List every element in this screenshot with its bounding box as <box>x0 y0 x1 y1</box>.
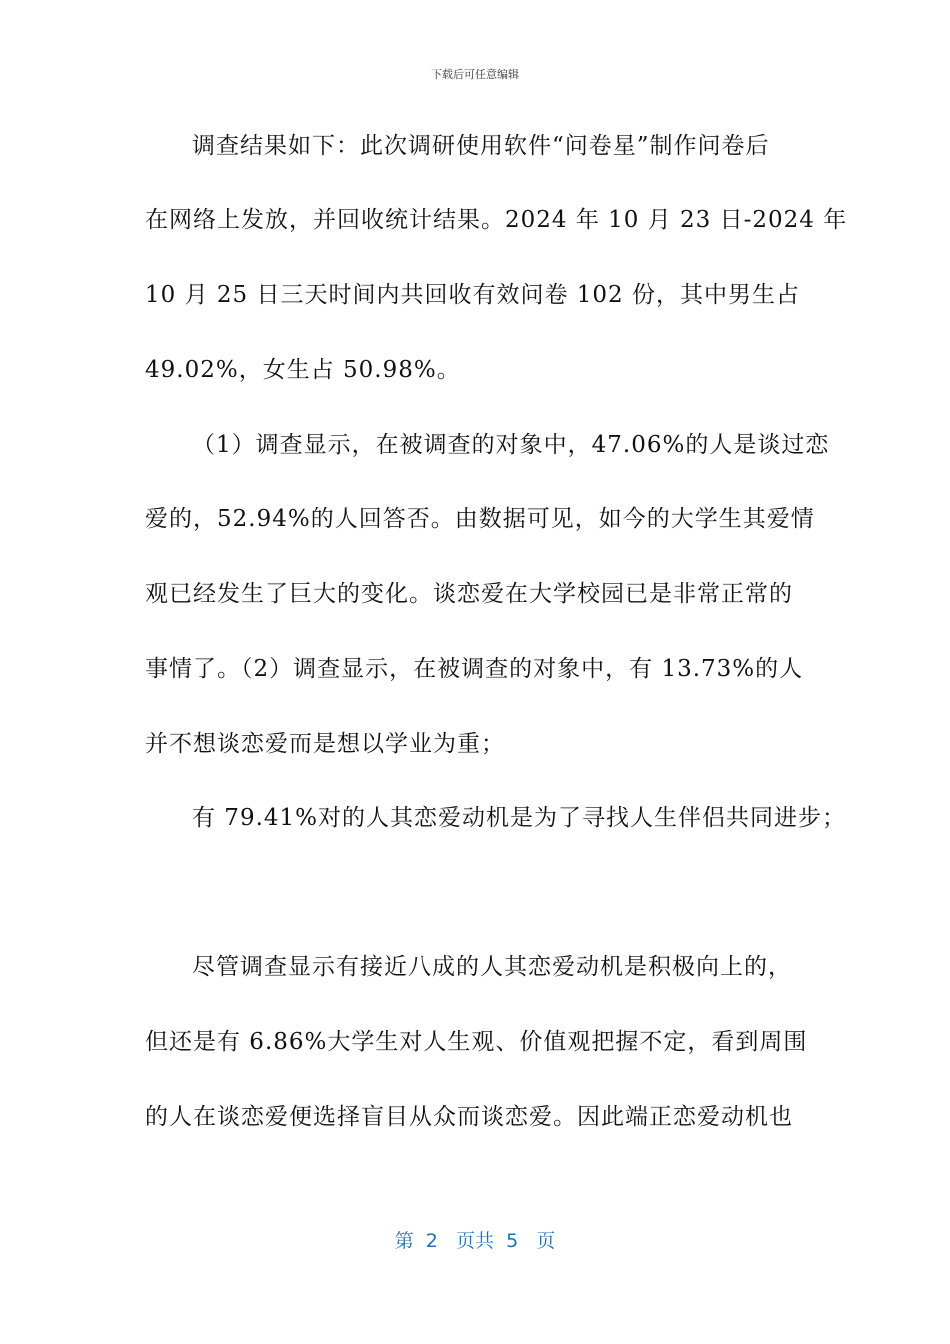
body-line: 事情了。（2）调查显示，在被调查的对象中，有 13.73%的人 <box>145 656 804 682</box>
body-line: 在网络上发放，并回收统计结果。2024 年 10 月 23 日-2024 年 <box>145 207 848 233</box>
body-line: （1）调查显示，在被调查的对象中，47.06%的人是谈过恋 <box>192 432 830 458</box>
body-line: 有 79.41%对的人其恋爱动机是为了寻找人生伴侣共同进步； <box>192 805 847 831</box>
body-line: 10 月 25 日三天时间内共回收有效问卷 102 份，其中男生占 <box>145 282 800 308</box>
body-line: 尽管调查显示有接近八成的人其恋爱动机是积极向上的， <box>192 954 792 980</box>
body-line: 爱的，52.94%的人回答否。由数据可见，如今的大学生其爱情 <box>145 506 815 532</box>
body-line: 的人在谈恋爱便选择盲目从众而谈恋爱。因此端正恋爱动机也 <box>145 1104 793 1130</box>
body-line: 但还是有 6.86%大学生对人生观、价值观把握不定，看到周围 <box>145 1029 808 1055</box>
page-number: 第 2 页共 5 页 <box>394 1230 556 1252</box>
page-header: 下载后可任意编辑 <box>431 68 519 81</box>
body-line: 观已经发生了巨大的变化。谈恋爱在大学校园已是非常正常的 <box>145 581 793 607</box>
body-line: 调查结果如下：此次调研使用软件“问卷星”制作问卷后 <box>192 133 770 159</box>
body-line: 并不想谈恋爱而是想以学业为重； <box>145 731 505 757</box>
body-line: 49.02%，女生占 50.98%。 <box>145 357 461 383</box>
